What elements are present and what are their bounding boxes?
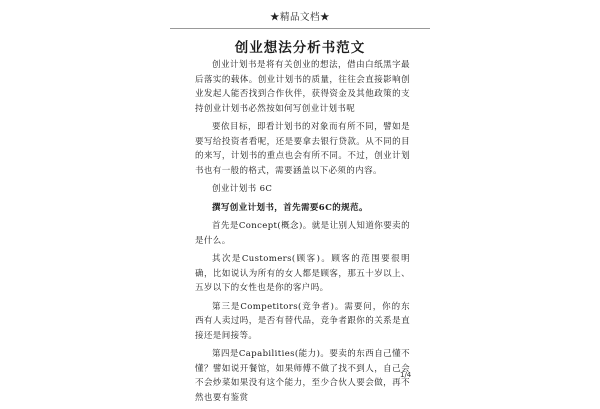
paragraph-customers: 其次是Customers(顾客)。顾客的范围要很明确，比如说认为所有的女人都是顾客，那五十岁以上、五岁以下的女性也是你的客户吗。	[195, 254, 410, 293]
page-number: 1/4	[400, 371, 412, 379]
document-title: 创业想法分析书范文	[234, 40, 366, 56]
paragraph-6c-intro: 撰写创业计划书，首先需要6C的规范。	[212, 202, 368, 213]
paragraph-capabilities: 第四是Capabilities(能力)。要卖的东西自己懂不懂？譬如说开餐馆，如果师傅不做了找不到人，自己会不会炒菜如果没有这个能力，至少合伙人要会做，再不然也要有鉴赏	[195, 349, 410, 403]
document-header: ★精品文档★	[269, 12, 330, 23]
paragraph-target: 要依目标，即看计划书的对象而有所不同，譬如是要写给投资者看呢，还是要拿去银行贷款。从不同的目的来写，计划书的重点也会有所不同。不过，创业计划书也有一般的格式，需要涵盖以下必须的内容。	[195, 122, 410, 176]
paragraph-concept: 首先是Concept(概念)。就是让别人知道你要卖的是什么。	[195, 221, 410, 246]
paragraph-6c-heading: 创业计划书 6C	[212, 184, 273, 194]
paragraph-competitors: 第三是Competitors(竞争者)。需要问，你的东西有人卖过吗，是否有替代品，竞争者跟你的关系是直接还是间接等。	[195, 301, 410, 341]
paragraph-intro: 创业计划书是将有关创业的想法，借由白纸黑字最后落实的载体。创业计划书的质量，往往会直接影响创业发起人能否找到合作伙伴，获得资金及其他政策的支持创业计划书必然按如何写创业计划书呢	[195, 60, 410, 114]
header-divider	[170, 28, 430, 29]
document-body	[195, 58, 410, 409]
